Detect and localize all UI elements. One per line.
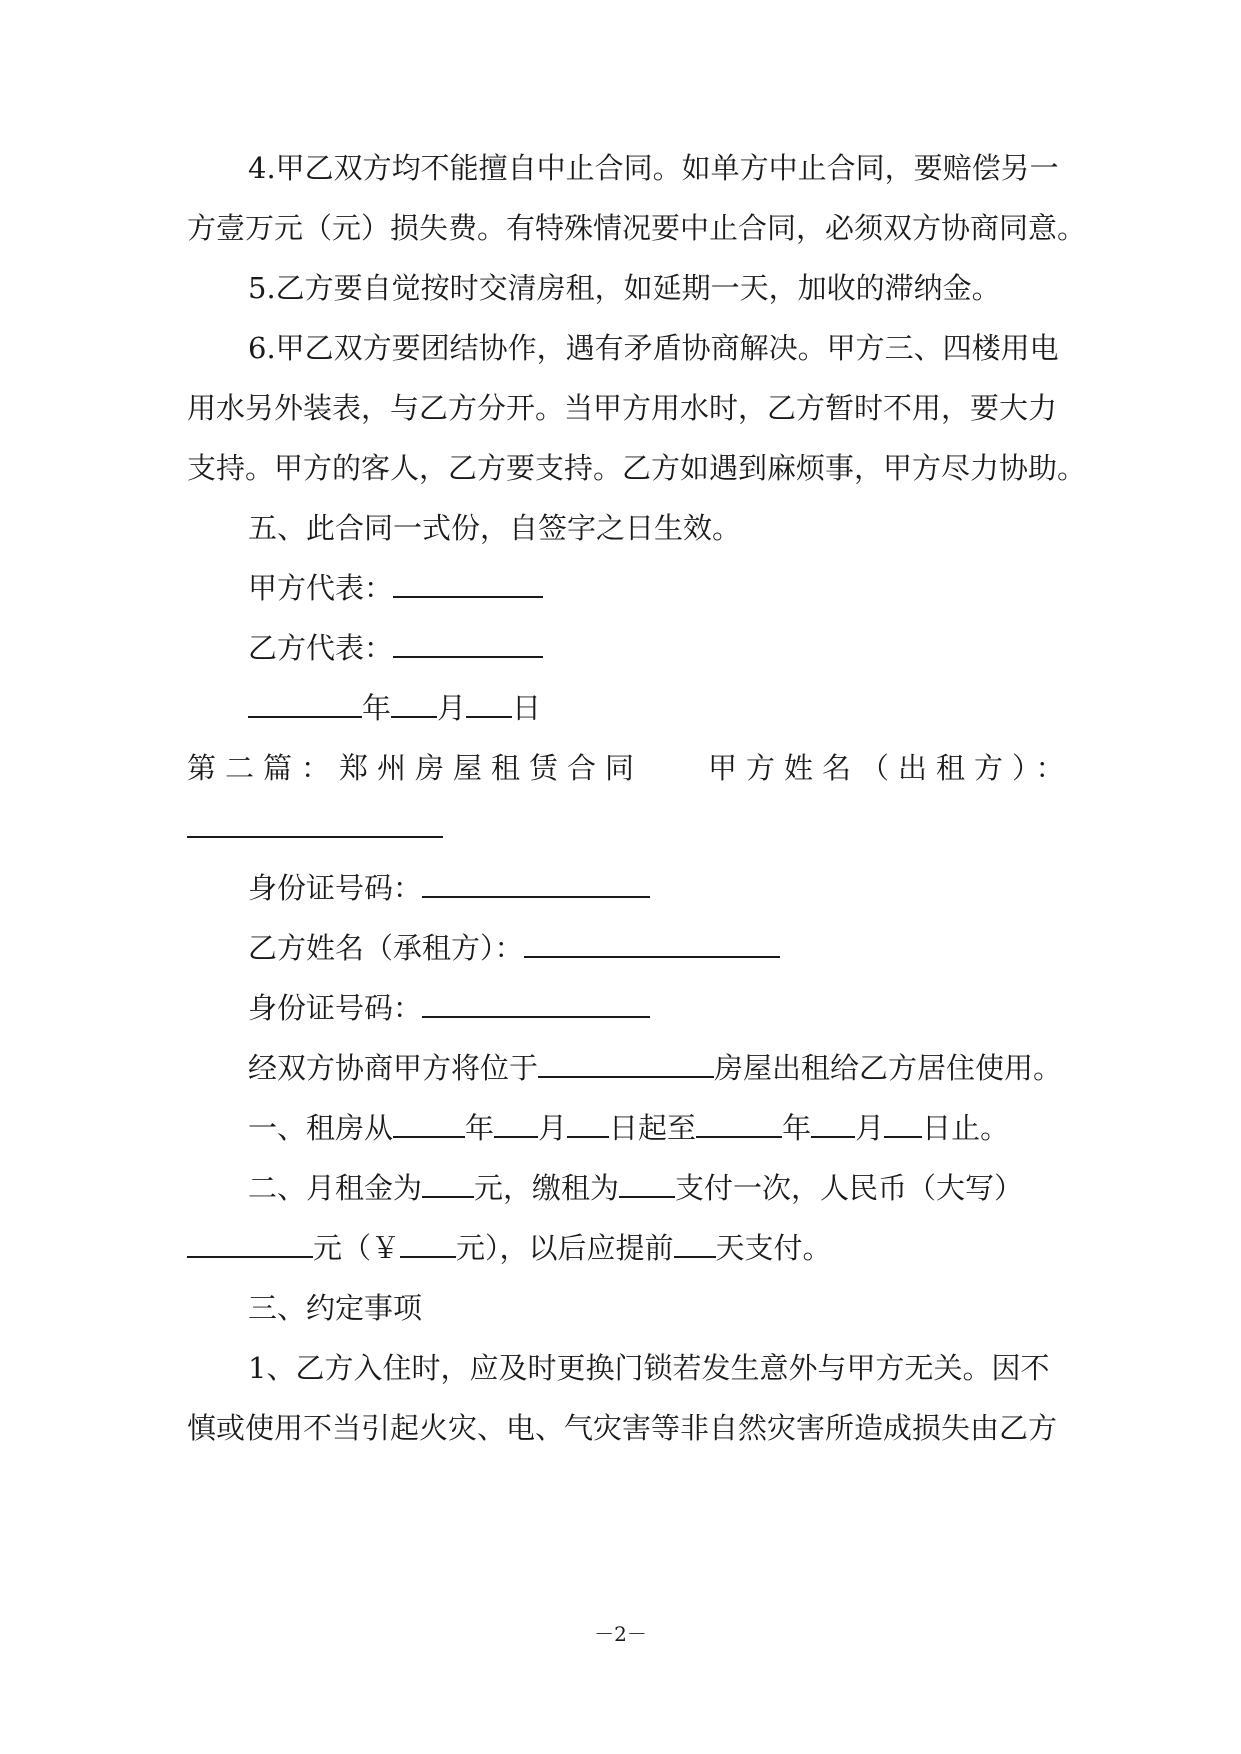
rmb-figure-blank[interactable] [400,1230,456,1258]
party-a-id-blank[interactable] [422,870,650,898]
payment-cycle-label: 元，缴租为 [474,1171,620,1205]
party-b-representative-label: 乙方代表： [248,631,394,665]
section-3-heading: 三、约定事项 [248,1291,423,1325]
end-day-label: 日止。 [922,1111,1010,1145]
party-b-id-blank[interactable] [422,990,650,1018]
party-b-id-label: 身份证号码： [248,991,423,1025]
page-number: －2－ [594,1622,647,1646]
date-month-label: 月 [437,691,467,725]
rent-row-1 [248,1168,1128,1208]
party-a-representative-label: 甲方代表： [248,571,394,605]
item-1-line-1: 1、乙方入住时，应及时更换门锁若发生意外与甲方无关。因不 [248,1351,1050,1385]
payment-cycle-blank[interactable] [619,1170,675,1198]
rent-row-2 [187,1228,1067,1268]
start-day-label: 日起至 [609,1111,697,1145]
date-year-blank[interactable] [248,690,362,718]
party-b-id-row [248,988,1128,1028]
start-month-label: 月 [538,1111,568,1145]
start-year-label: 年 [465,1111,495,1145]
location-prefix: 经双方协商甲方将位于 [248,1051,539,1085]
clause-4-line-2: 方壹万元（元）损失费。有特殊情况要中止合同，必须双方协商同意。 [187,211,1087,245]
clause-6-line-1: 6.甲乙双方要团结协作，遇有矛盾协商解决。甲方三、四楼用电 [248,331,1059,365]
start-year-blank[interactable] [393,1110,465,1138]
pay-days-suffix: 天支付。 [715,1231,832,1265]
party-a-id-row [248,868,1128,908]
lease-term-row [248,1108,1128,1148]
location-suffix: 房屋出租给乙方居住使用。 [714,1051,1063,1085]
part-2-title: 第二篇：郑州房屋租赁合同 [187,751,644,785]
date-year-label: 年 [362,691,392,725]
rmb-capital-label: 支付一次，人民币（大写） [675,1171,1024,1205]
section-5: 五、此合同一式份，自签字之日生效。 [248,511,742,545]
party-b-name-blank[interactable] [524,930,780,958]
advance-days-label: 元），以后应提前 [456,1231,674,1265]
lease-term-label: 一、租房从 [248,1111,394,1145]
party-a-id-label: 身份证号码： [248,871,423,905]
clause-5: 5.乙方要自觉按时交清房租，如延期一天，加收的滞纳金。 [248,271,1001,305]
rmb-capital-blank[interactable] [187,1230,313,1258]
party-b-name-label: 乙方姓名（承租方）： [248,931,524,965]
rmb-figure-label: 元（￥ [313,1231,401,1265]
date-day-blank[interactable] [466,690,512,718]
date-month-blank[interactable] [391,690,437,718]
start-day-blank[interactable] [567,1110,609,1138]
location-blank[interactable] [538,1050,714,1078]
location-row [248,1048,1128,1088]
signing-date-row [248,688,1128,728]
monthly-rent-blank[interactable] [422,1170,474,1198]
clause-4-line-1: 4.甲乙双方均不能擅自中止合同。如单方中止合同，要赔偿另一 [248,151,1059,185]
end-year-label: 年 [782,1111,812,1145]
item-1-line-2: 慎或使用不当引起火灾、电、气灾害等非自然灾害所造成损失由乙方 [187,1411,1058,1445]
date-day-label: 日 [512,691,542,725]
end-month-blank[interactable] [811,1110,855,1138]
clause-6-line-3: 支持。甲方的客人，乙方要支持。乙方如遇到麻烦事，甲方尽力协助。 [187,451,1087,485]
party-b-name-row [248,928,1128,968]
party-a-representative-row [248,568,1128,608]
party-a-representative-blank[interactable] [393,570,543,598]
end-month-label: 月 [855,1111,885,1145]
clause-6-line-2: 用水另外装表，与乙方分开。当甲方用水时，乙方暂时不用，要大力 [187,391,1058,425]
party-a-name-row [187,808,1067,848]
party-b-representative-blank[interactable] [393,630,543,658]
party-a-name-label: 甲方姓名（出租方）： [708,751,1074,785]
party-b-representative-row [248,628,1128,668]
end-day-blank[interactable] [884,1110,922,1138]
advance-days-blank[interactable] [674,1230,716,1258]
start-month-blank[interactable] [494,1110,538,1138]
monthly-rent-label: 二、月租金为 [248,1171,423,1205]
party-a-name-blank[interactable] [187,810,443,838]
end-year-blank[interactable] [696,1110,782,1138]
